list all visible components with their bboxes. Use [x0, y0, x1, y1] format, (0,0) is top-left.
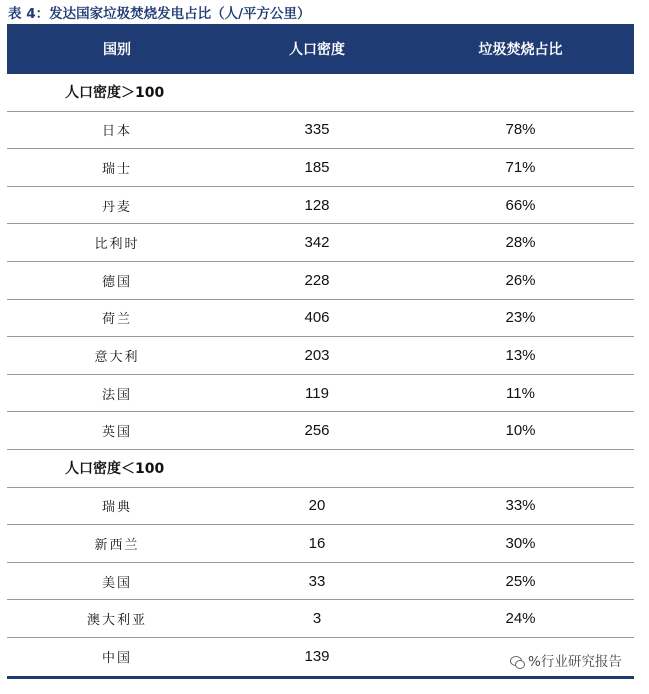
table-row	[7, 112, 634, 150]
cell-share: 78%	[505, 121, 536, 139]
cell-country: 日本	[101, 124, 132, 140]
cell-density: 335	[304, 121, 330, 139]
cell-share: 23%	[505, 309, 536, 327]
cell-country: 丹麦	[101, 199, 132, 215]
table-row	[7, 337, 634, 375]
cell-country: 澳大利亚	[86, 613, 147, 629]
cell-share: 13%	[505, 346, 536, 364]
cell-density: 342	[304, 234, 330, 252]
cell-density: 406	[304, 309, 330, 327]
table-row	[7, 262, 634, 300]
table-row	[7, 600, 634, 638]
cell-country: 法国	[101, 387, 132, 403]
cell-country: 荷兰	[101, 312, 132, 328]
cell-density: 185	[304, 158, 330, 176]
cell-share: 33%	[505, 497, 536, 515]
table-bottom-rule	[7, 676, 634, 679]
cell-density: 228	[304, 271, 330, 289]
cell-density: 16	[308, 534, 326, 552]
table-row	[7, 300, 634, 338]
cell-density: 139	[304, 648, 330, 666]
cell-share: 11%	[506, 384, 535, 402]
header-country: 国别	[103, 42, 131, 58]
cell-country: 意大利	[94, 349, 140, 365]
table-row	[7, 488, 634, 526]
cell-country: 德国	[101, 274, 132, 290]
cell-country: 英国	[101, 425, 132, 441]
watermark	[507, 652, 625, 672]
cell-share: 24%	[505, 610, 536, 628]
section-label-low-density: 人口密度＜100	[7, 450, 634, 488]
table-row	[7, 375, 634, 413]
cell-country: 瑞典	[101, 500, 132, 516]
table-row	[7, 224, 634, 262]
cell-density: 256	[304, 422, 330, 440]
header-incineration-share: 垃圾焚烧占比	[478, 42, 563, 58]
cell-share: 30%	[505, 534, 536, 552]
cell-density: 128	[304, 196, 330, 214]
cell-share: 26%	[505, 271, 536, 289]
cell-density: 20	[308, 497, 326, 515]
header-density: 人口密度	[289, 42, 345, 58]
table-header	[7, 24, 634, 74]
table-row	[7, 187, 634, 225]
wechat-icon	[510, 656, 524, 668]
cell-share: 25%	[505, 572, 536, 590]
table-row	[7, 412, 634, 450]
cell-share: 10%	[505, 422, 536, 440]
cell-country: 美国	[101, 575, 132, 591]
cell-share: 28%	[505, 234, 536, 252]
table-caption: 表 4：发达国家垃圾焚烧发电占比（人/平方公里）	[8, 6, 311, 22]
cell-density: 203	[304, 346, 330, 364]
cell-country: 瑞士	[101, 161, 132, 177]
cell-share: 66%	[505, 196, 536, 214]
data-table	[7, 24, 634, 679]
cell-share: 71%	[505, 158, 536, 176]
table-row	[7, 149, 634, 187]
table-row	[7, 525, 634, 563]
section-label-high-density: 人口密度＞100	[7, 74, 634, 112]
table-row	[7, 563, 634, 601]
watermark-text: %行业研究报告	[528, 654, 622, 670]
cell-country: 新西兰	[94, 537, 140, 553]
cell-country: 比利时	[94, 237, 140, 253]
cell-density: 3	[312, 610, 322, 628]
cell-density: 119	[305, 384, 329, 402]
cell-country: 中国	[101, 651, 132, 667]
cell-density: 33	[308, 572, 326, 590]
